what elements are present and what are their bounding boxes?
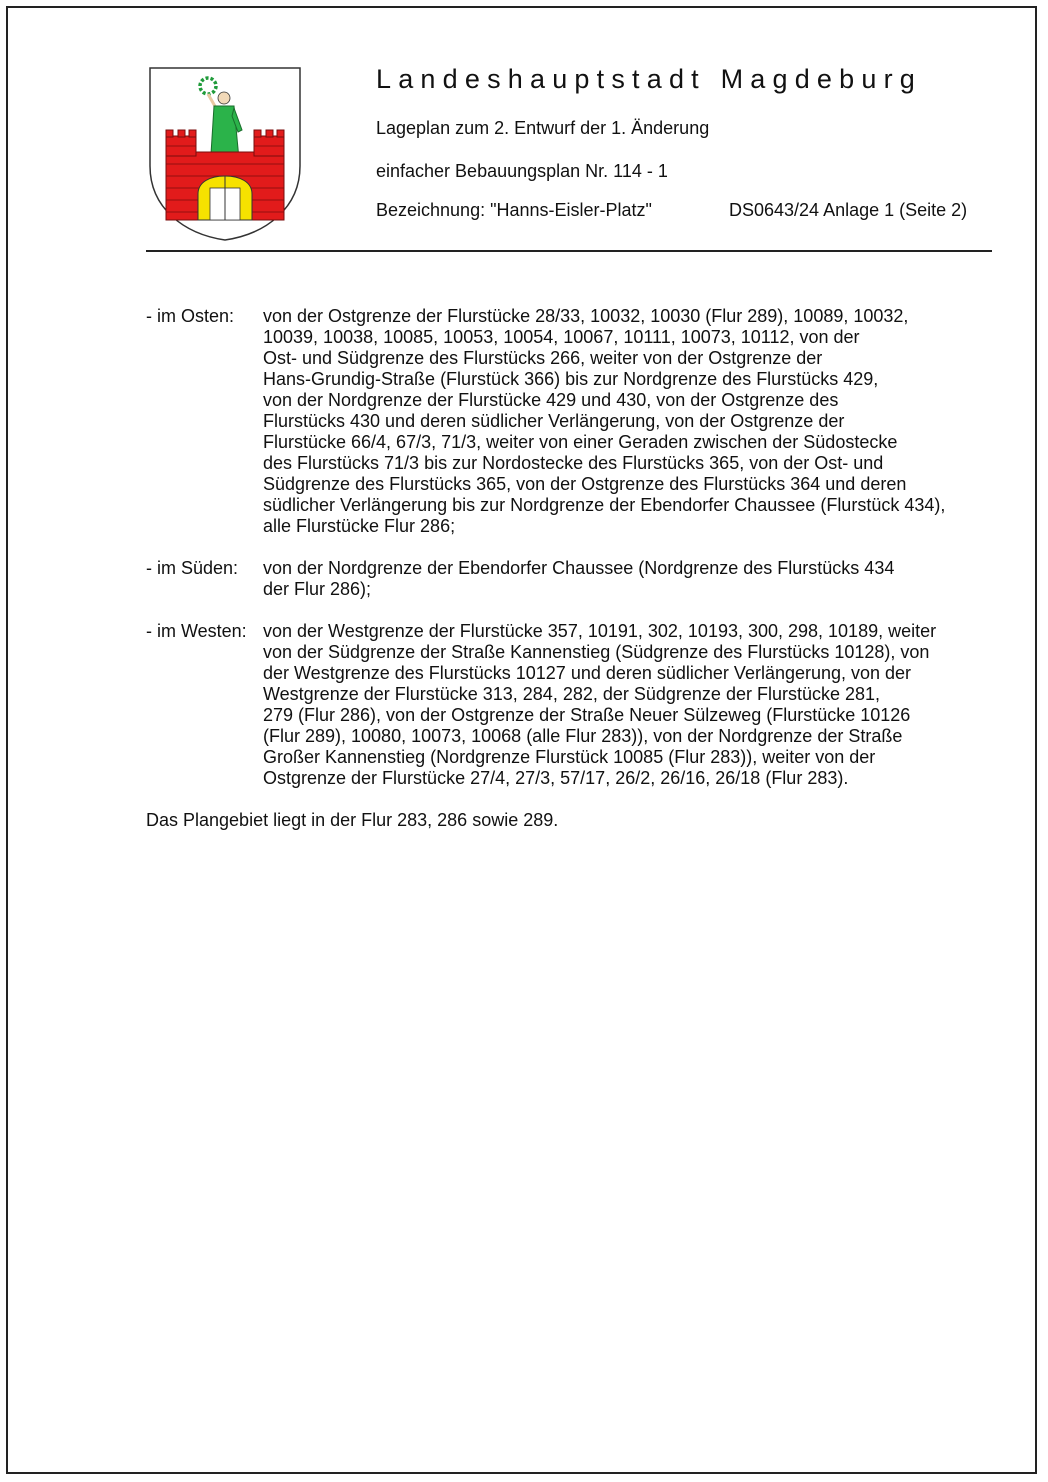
text-line: der Flur 286); (263, 579, 372, 599)
summary-text: Das Plangebiet liegt in der Flur 283, 286 sowie 289. (146, 810, 559, 830)
section-east (146, 306, 1026, 537)
text-line: Großer Kannenstieg (Nordgrenze Flurstück 10085 (Flur 283)), weiter von der (263, 747, 876, 767)
text-line: 10039, 10038, 10085, 10053, 10054, 10067, 10111, 10073, 10112, von der (263, 327, 860, 347)
text-line: des Flurstücks 71/3 bis zur Nordostecke des Flurstücks 365, von der Ost- und (263, 453, 884, 473)
section-label: - im Westen: (146, 621, 247, 641)
text-line: von der Südgrenze der Straße Kannenstieg (Südgrenze des Flurstücks 10128), von (263, 642, 930, 662)
text-line: von der Nordgrenze der Ebendorfer Chaussee (Nordgrenze des Flurstücks 434 (263, 558, 895, 578)
text-line: von der Westgrenze der Flurstücke 357, 10191, 302, 10193, 300, 298, 10189, weiter (263, 621, 937, 641)
text-line: 279 (Flur 286), von der Ostgrenze der Straße Neuer Sülzeweg (Flurstücke 10126 (263, 705, 911, 725)
text-line: von der Ostgrenze der Flurstücke 28/33, 10032, 10030 (Flur 289), 10089, 10032, (263, 306, 909, 326)
text-line: (Flur 289), 10080, 10073, 10068 (alle Flur 283)), von der Nordgrenze der Straße (263, 726, 903, 746)
plan-designation: Bezeichnung: "Hanns-Eisler-Platz" (376, 200, 652, 220)
text-line: südlicher Verlängerung bis zur Nordgrenze der Ebendorfer Chaussee (Flurstück 434), (263, 495, 946, 515)
text-line: Ostgrenze der Flurstücke 27/4, 27/3, 57/17, 26/2, 26/16, 26/18 (Flur 283). (263, 768, 849, 788)
section-west (146, 621, 1026, 789)
section-south (146, 558, 1026, 600)
boundary-description (146, 306, 1026, 831)
text-line: von der Nordgrenze der Flurstücke 429 und 430, von der Ostgrenze des (263, 390, 839, 410)
plan-number: einfacher Bebauungsplan Nr. 114 - 1 (376, 161, 668, 181)
text-line: Flurstücks 430 und deren südlicher Verlängerung, von der Ostgrenze der (263, 411, 845, 431)
plan-title: Lageplan zum 2. Entwurf der 1. Änderung (376, 118, 710, 138)
text-line: alle Flurstücke Flur 286; (263, 516, 456, 536)
section-label: - im Osten: (146, 306, 235, 326)
text-line: Ost- und Südgrenze des Flurstücks 266, weiter von der Ostgrenze der (263, 348, 823, 368)
city-title: Landeshauptstadt Magdeburg (376, 64, 922, 94)
header-divider (146, 250, 992, 252)
text-line: Südgrenze des Flurstücks 365, von der Ostgrenze des Flurstücks 364 und deren (263, 474, 907, 494)
text-line: Hans-Grundig-Straße (Flurstück 366) bis zur Nordgrenze des Flurstücks 429, (263, 369, 879, 389)
section-label: - im Süden: (146, 558, 239, 578)
text-line: Westgrenze der Flurstücke 313, 284, 282, der Südgrenze der Flurstücke 281, (263, 684, 881, 704)
text-line: der Westgrenze des Flurstücks 10127 und deren südlicher Verlängerung, von der (263, 663, 912, 683)
document-reference: DS0643/24 Anlage 1 (Seite 2) (729, 200, 968, 220)
text-line: Flurstücke 66/4, 67/3, 71/3, weiter von einer Geraden zwischen der Südostecke (263, 432, 898, 452)
magdeburg-coat-of-arms-icon (148, 66, 302, 242)
